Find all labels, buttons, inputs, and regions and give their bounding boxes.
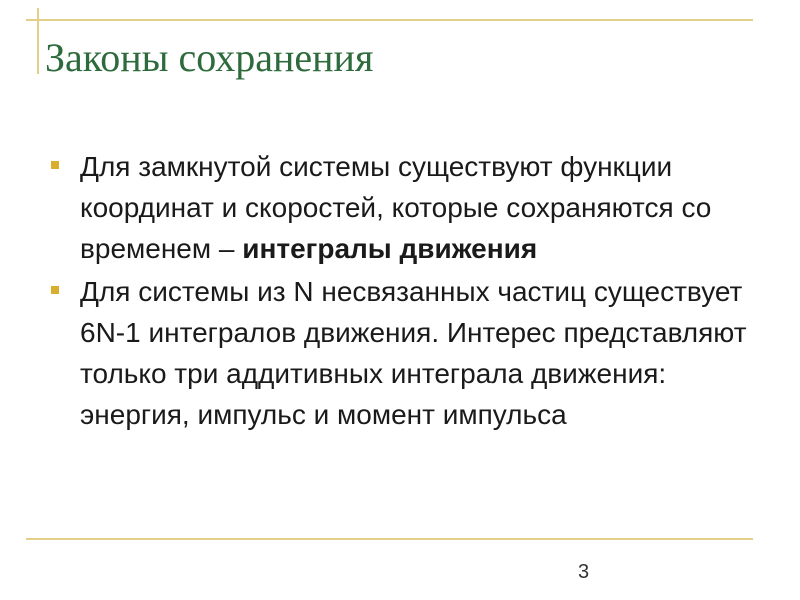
bullet-bold-term: интегралы движения — [242, 233, 538, 264]
bullet-text: Для системы из N несвязанных частиц существует 6N-1 интегралов движения. Интерес представляют только три аддитивных интеграла движения: энергия, импульс и момент импульса — [80, 276, 747, 430]
bullet-list — [50, 146, 760, 437]
bottom-divider — [26, 538, 753, 540]
square-bullet-icon — [51, 286, 59, 294]
slide-title: Законы сохранения — [45, 35, 374, 80]
top-divider — [26, 19, 753, 21]
page-number: 3 — [578, 561, 590, 583]
bullet-item — [50, 146, 760, 269]
left-accent-line — [37, 8, 39, 74]
bullet-text: Для замкнутой системы существуют функции координат и скоростей, которые сохраняются со временем – — [80, 151, 712, 264]
bullet-item — [50, 271, 760, 435]
square-bullet-icon — [51, 161, 59, 169]
